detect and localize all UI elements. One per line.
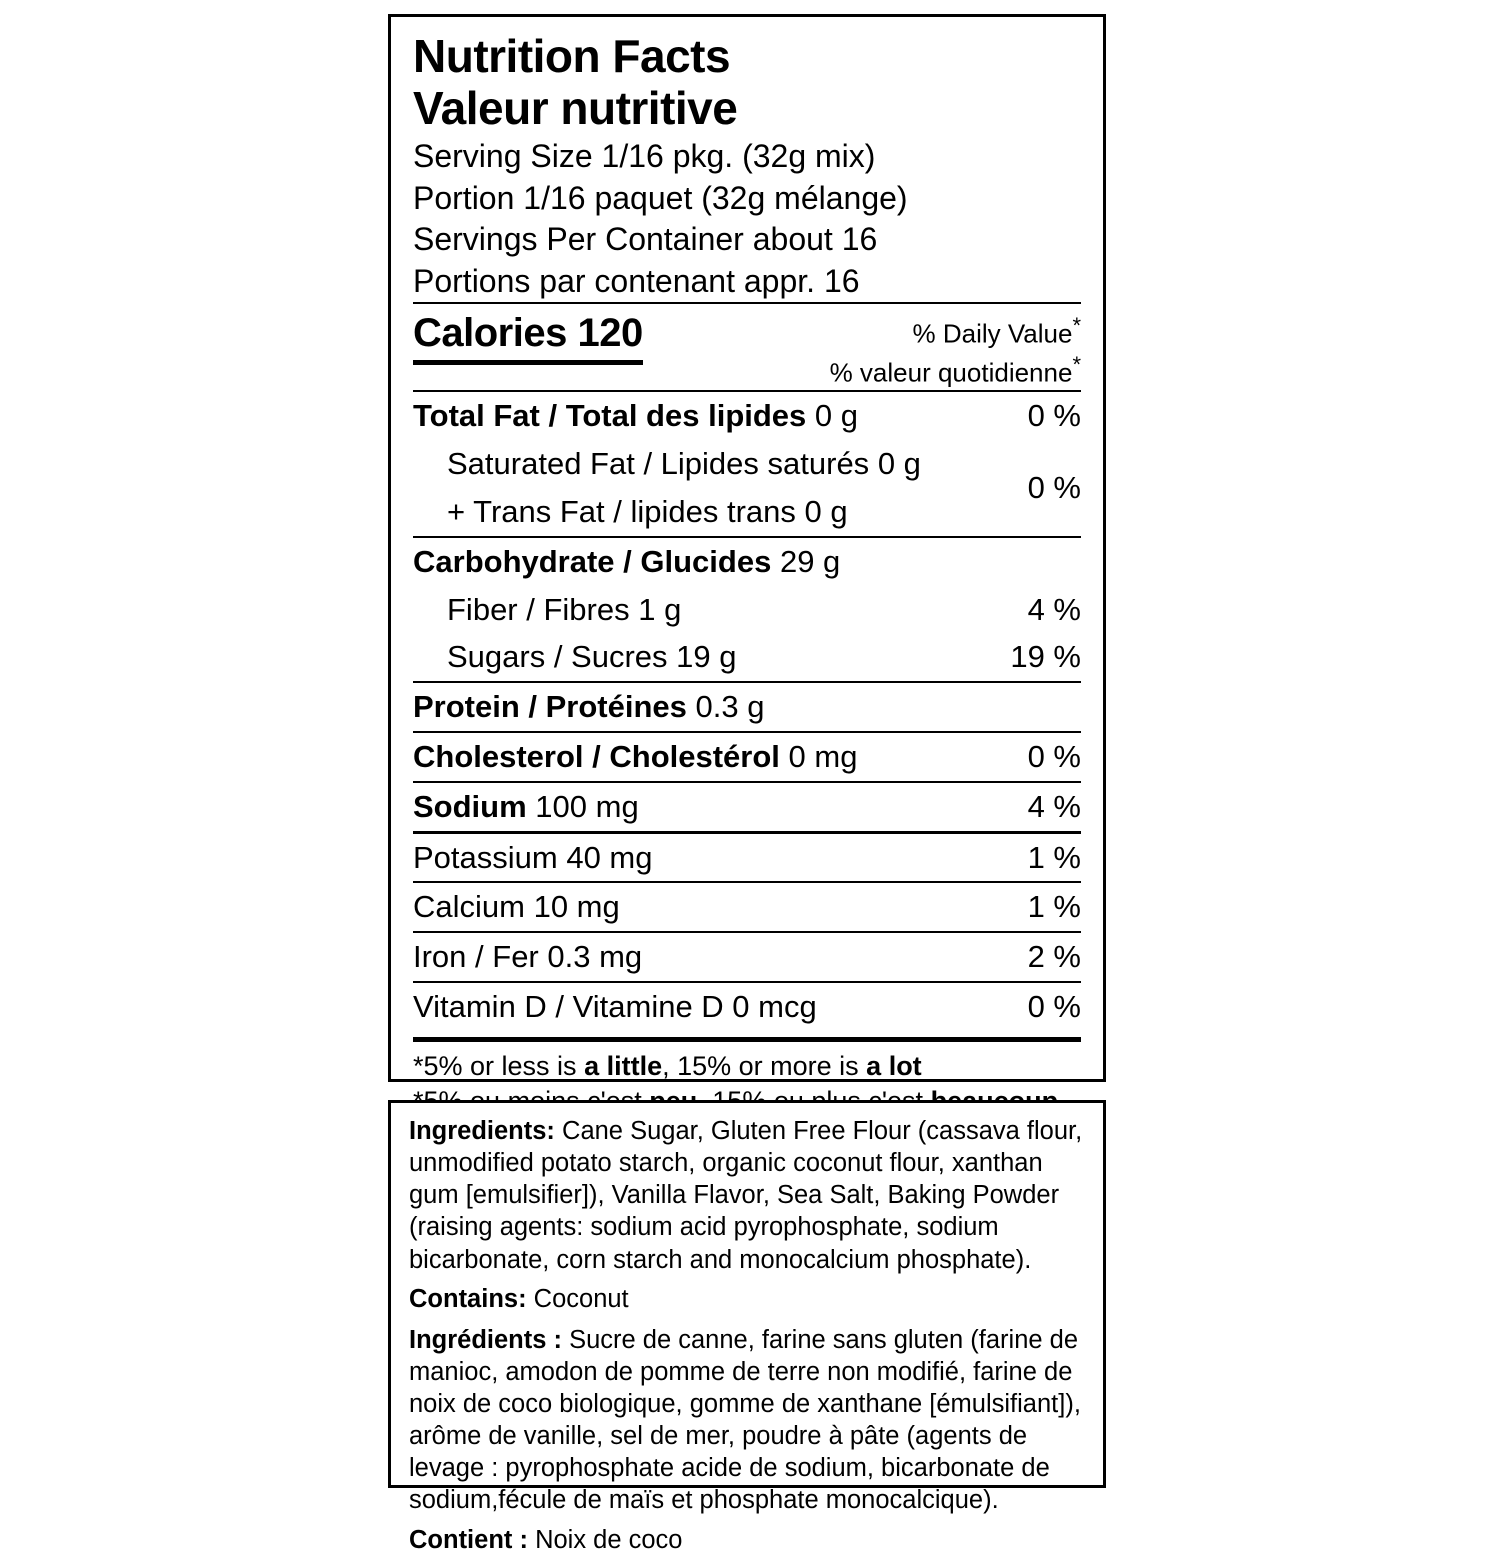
contains-en-lead: Contains: bbox=[409, 1284, 527, 1313]
protein-dv bbox=[951, 682, 1081, 732]
ingredients-fr-text: Sucre de canne, farine sans gluten (farine de manioc, amodon de pomme de terre non modifié, farine de noix de coco biologique, gomme de xanthane [émulsifiant]), arôme de vanille, sel de mer, poudre à pâte (agents de levage : pyrophosphate acide de sodium, bicarbonate de sodium,fécule de maïs et phosphate monocalcique). bbox=[409, 1325, 1081, 1515]
footnote-en-bold2: a lot bbox=[866, 1050, 922, 1081]
sugars-dv: 19 % bbox=[1010, 639, 1081, 675]
table-row-protein bbox=[413, 682, 1081, 732]
sodium-label: Sodium 100 mg bbox=[413, 782, 951, 832]
serving-size-en: Serving Size 1/16 pkg. (32g mix) bbox=[413, 138, 876, 175]
footnote-en-bold1: a little bbox=[584, 1050, 663, 1081]
trans-fat-amount: 0 g bbox=[804, 493, 848, 529]
sugars-amount: 19 g bbox=[676, 639, 737, 675]
fiber-amount: 1 g bbox=[638, 591, 682, 627]
table-row-carbohydrate bbox=[413, 537, 1081, 586]
potassium-label: Potassium 40 mg bbox=[413, 832, 951, 882]
table-row-potassium bbox=[413, 832, 1081, 882]
ingredients-fr bbox=[409, 1324, 1087, 1517]
potassium-dv: 1 % bbox=[951, 832, 1081, 882]
table-row-calcium bbox=[413, 882, 1081, 932]
table-row-sodium bbox=[413, 782, 1081, 832]
table-row-saturated-fat bbox=[413, 440, 1081, 488]
footnote-en bbox=[413, 1042, 1081, 1084]
calcium-label: Calcium 10 mg bbox=[413, 882, 951, 932]
cholesterol-dv: 0 % bbox=[951, 732, 1081, 782]
fiber-label: Fiber / Fibres 1 g bbox=[447, 591, 682, 627]
contient-fr-lead: Contient : bbox=[409, 1525, 528, 1554]
total-fat-amount: 0 g bbox=[814, 398, 859, 434]
nutrient-table bbox=[413, 390, 1081, 1031]
trans-fat-label: + Trans Fat / lipides trans 0 g bbox=[447, 493, 848, 529]
servings-per-container-en: Servings Per Container about 16 bbox=[413, 221, 878, 258]
cholesterol-label: Cholesterol / Cholestérol 0 mg bbox=[413, 732, 951, 782]
serving-size-fr: Portion 1/16 paquet (32g mélange) bbox=[413, 179, 908, 216]
cholesterol-amount: 0 mg bbox=[788, 738, 858, 774]
ingredients-en bbox=[409, 1115, 1087, 1276]
daily-value-header-fr: % valeur quotidienne bbox=[829, 357, 1073, 388]
sodium-amount: 100 mg bbox=[535, 788, 639, 824]
calcium-dv: 1 % bbox=[951, 882, 1081, 932]
contient-fr bbox=[409, 1524, 1087, 1556]
saturated-trans-dv: 0 % bbox=[1027, 469, 1081, 505]
calories-row bbox=[413, 304, 1081, 390]
total-fat-dv: 0 % bbox=[951, 391, 1081, 440]
fiber-dv: 4 % bbox=[1027, 591, 1081, 627]
carbohydrate-dv bbox=[951, 537, 1081, 586]
nutrition-title-fr: Valeur nutritive bbox=[413, 81, 738, 134]
daily-value-header: % Daily Value* % valeur quotidienne* bbox=[829, 313, 1081, 388]
protein-amount: 0.3 g bbox=[695, 689, 765, 725]
iron-dv: 2 % bbox=[951, 932, 1081, 982]
table-row-iron bbox=[413, 932, 1081, 982]
vitamin-d-label: Vitamin D / Vitamine D 0 mcg bbox=[413, 982, 951, 1031]
sodium-dv: 4 % bbox=[951, 782, 1081, 832]
sugars-label: Sugars / Sucres 19 g bbox=[447, 639, 737, 675]
saturated-fat-amount: 0 g bbox=[877, 446, 921, 482]
nutrition-title-en: Nutrition Facts bbox=[413, 30, 731, 82]
carbohydrate-label: Carbohydrate / Glucides 29 g bbox=[413, 537, 951, 586]
ingredients-panel bbox=[388, 1100, 1106, 1554]
saturated-fat-label: Saturated Fat / Lipides saturés 0 g bbox=[447, 446, 921, 482]
carbohydrate-amount: 29 g bbox=[779, 543, 841, 579]
calories-label: Calories 120 bbox=[413, 308, 643, 365]
iron-label: Iron / Fer 0.3 mg bbox=[413, 932, 951, 982]
contient-fr-text: Noix de coco bbox=[527, 1525, 683, 1554]
daily-value-header-en: % Daily Value bbox=[912, 319, 1073, 350]
total-fat-label: Total Fat / Total des lipides 0 g bbox=[413, 391, 951, 440]
table-row-total-fat bbox=[413, 391, 1081, 440]
nutrition-facts-panel bbox=[388, 14, 1106, 1082]
footnote-en-part2: , 15% or more is bbox=[662, 1050, 867, 1081]
vitamin-d-dv: 0 % bbox=[951, 982, 1081, 1031]
servings-per-container-fr: Portions par contenant appr. 16 bbox=[413, 262, 860, 299]
table-row-sugars bbox=[413, 633, 1081, 682]
ingredients-fr-lead: Ingrédients : bbox=[409, 1325, 563, 1354]
contains-en bbox=[409, 1283, 1087, 1315]
table-row-vitamin-d bbox=[413, 982, 1081, 1031]
ingredients-en-text: Cane Sugar, Gluten Free Flour (cassava flour, unmodified potato starch, organic coconut flour, xanthan gum [emulsifier]), Vanilla Flavor, Sea Salt, Baking Powder (raising agents: sodium acid pyrophosphate, sodium bicarbonate, corn starch and monocalcium phosphate). bbox=[409, 1117, 1083, 1274]
table-row-cholesterol bbox=[413, 732, 1081, 782]
protein-label: Protein / Protéines 0.3 g bbox=[413, 682, 951, 732]
ingredients-en-lead: Ingredients: bbox=[409, 1117, 555, 1145]
footnote-en-part1: *5% or less is bbox=[413, 1050, 585, 1081]
table-row-fiber bbox=[413, 586, 1081, 634]
contains-en-text: Coconut bbox=[526, 1284, 629, 1313]
